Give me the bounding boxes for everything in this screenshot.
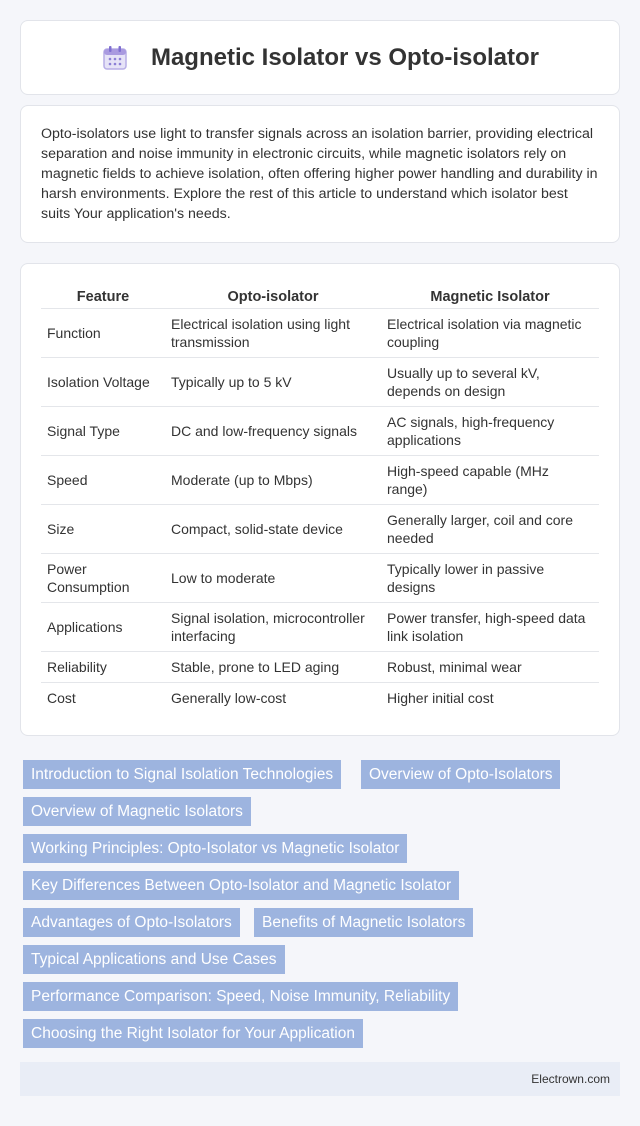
table-cell: Signal isolation, microcontroller interfacing	[165, 602, 381, 651]
table-cell: Compact, solid-state device	[165, 504, 381, 553]
table-cell: Moderate (up to Mbps)	[165, 455, 381, 504]
tag-key-differences[interactable]: Key Differences Between Opto-Isolator and Magnetic Isolator	[23, 871, 459, 900]
tag-advantages-opto-isolators[interactable]: Advantages of Opto-Isolators	[23, 908, 240, 937]
table-row	[41, 455, 599, 504]
table-cell: Cost	[41, 682, 165, 713]
table-cell: Applications	[41, 602, 165, 651]
table-cell: Power transfer, high-speed data link isolation	[381, 602, 599, 651]
table-cell: DC and low-frequency signals	[165, 406, 381, 455]
tag-typical-applications[interactable]: Typical Applications and Use Cases	[23, 945, 285, 974]
tag-overview-opto-isolators[interactable]: Overview of Opto-Isolators	[361, 760, 560, 789]
table-header-row	[41, 286, 599, 308]
table-row	[41, 504, 599, 553]
table-cell: Electrical isolation via magnetic coupling	[381, 308, 599, 357]
table-row	[41, 308, 599, 357]
footer-site-name: Electrown.com	[531, 1072, 610, 1086]
table-cell: Usually up to several kV, depends on design	[381, 357, 599, 406]
table-cell: Stable, prone to LED aging	[165, 651, 381, 682]
intro-card	[20, 105, 620, 243]
table-cell: Low to moderate	[165, 553, 381, 602]
tag-benefits-magnetic-isolators[interactable]: Benefits of Magnetic Isolators	[254, 908, 473, 937]
table-cell: Generally low-cost	[165, 682, 381, 713]
table-cell: Size	[41, 504, 165, 553]
page-title: Magnetic Isolator vs Opto-isolator	[150, 43, 540, 71]
table-row	[41, 602, 599, 651]
table-cell: Isolation Voltage	[41, 357, 165, 406]
comparison-card	[20, 263, 620, 736]
table-cell: Higher initial cost	[381, 682, 599, 713]
table-cell: High-speed capable (MHz range)	[381, 455, 599, 504]
table-row	[41, 553, 599, 602]
table-cell: Reliability	[41, 651, 165, 682]
footer	[20, 1062, 620, 1096]
table-row	[41, 406, 599, 455]
table-row	[41, 651, 599, 682]
tag-working-principles[interactable]: Working Principles: Opto-Isolator vs Magnetic Isolator	[23, 834, 407, 863]
table-cell: Function	[41, 308, 165, 357]
header-opto-isolator: Opto-isolator	[227, 288, 319, 305]
table-cell: AC signals, high-frequency applications	[381, 406, 599, 455]
table-cell: Electrical isolation using light transmission	[165, 308, 381, 357]
tag-introduction-signal-isolation[interactable]: Introduction to Signal Isolation Technologies	[23, 760, 341, 789]
table-cell: Generally larger, coil and core needed	[381, 504, 599, 553]
intro-paragraph: Opto-isolators use light to transfer signals across an isolation barrier, providing electrical separation and noise immunity in electronic circuits, while magnetic isolators rely on magnetic fields to achieve isolation, often offering higher power handling and durability in harsh environments. Explore the rest of this article to understand which isolator best suits Your application's needs.	[41, 126, 598, 222]
calendar-icon	[101, 44, 129, 72]
table-cell: Power Consumption	[41, 553, 165, 602]
tag-performance-comparison[interactable]: Performance Comparison: Speed, Noise Immunity, Reliability	[23, 982, 458, 1011]
table-row	[41, 682, 599, 713]
title-card	[20, 20, 620, 95]
table-cell: Speed	[41, 455, 165, 504]
table-cell: Typically lower in passive designs	[381, 553, 599, 602]
table-cell: Signal Type	[41, 406, 165, 455]
header-magnetic-isolator: Magnetic Isolator	[430, 288, 550, 305]
comparison-table	[41, 286, 599, 713]
tag-overview-magnetic-isolators[interactable]: Overview of Magnetic Isolators	[23, 797, 251, 826]
header-feature: Feature	[76, 288, 130, 305]
table-cell: Robust, minimal wear	[381, 651, 599, 682]
tag-choosing-right-isolator[interactable]: Choosing the Right Isolator for Your Application	[23, 1019, 363, 1048]
table-row	[41, 357, 599, 406]
table-cell: Typically up to 5 kV	[165, 357, 381, 406]
